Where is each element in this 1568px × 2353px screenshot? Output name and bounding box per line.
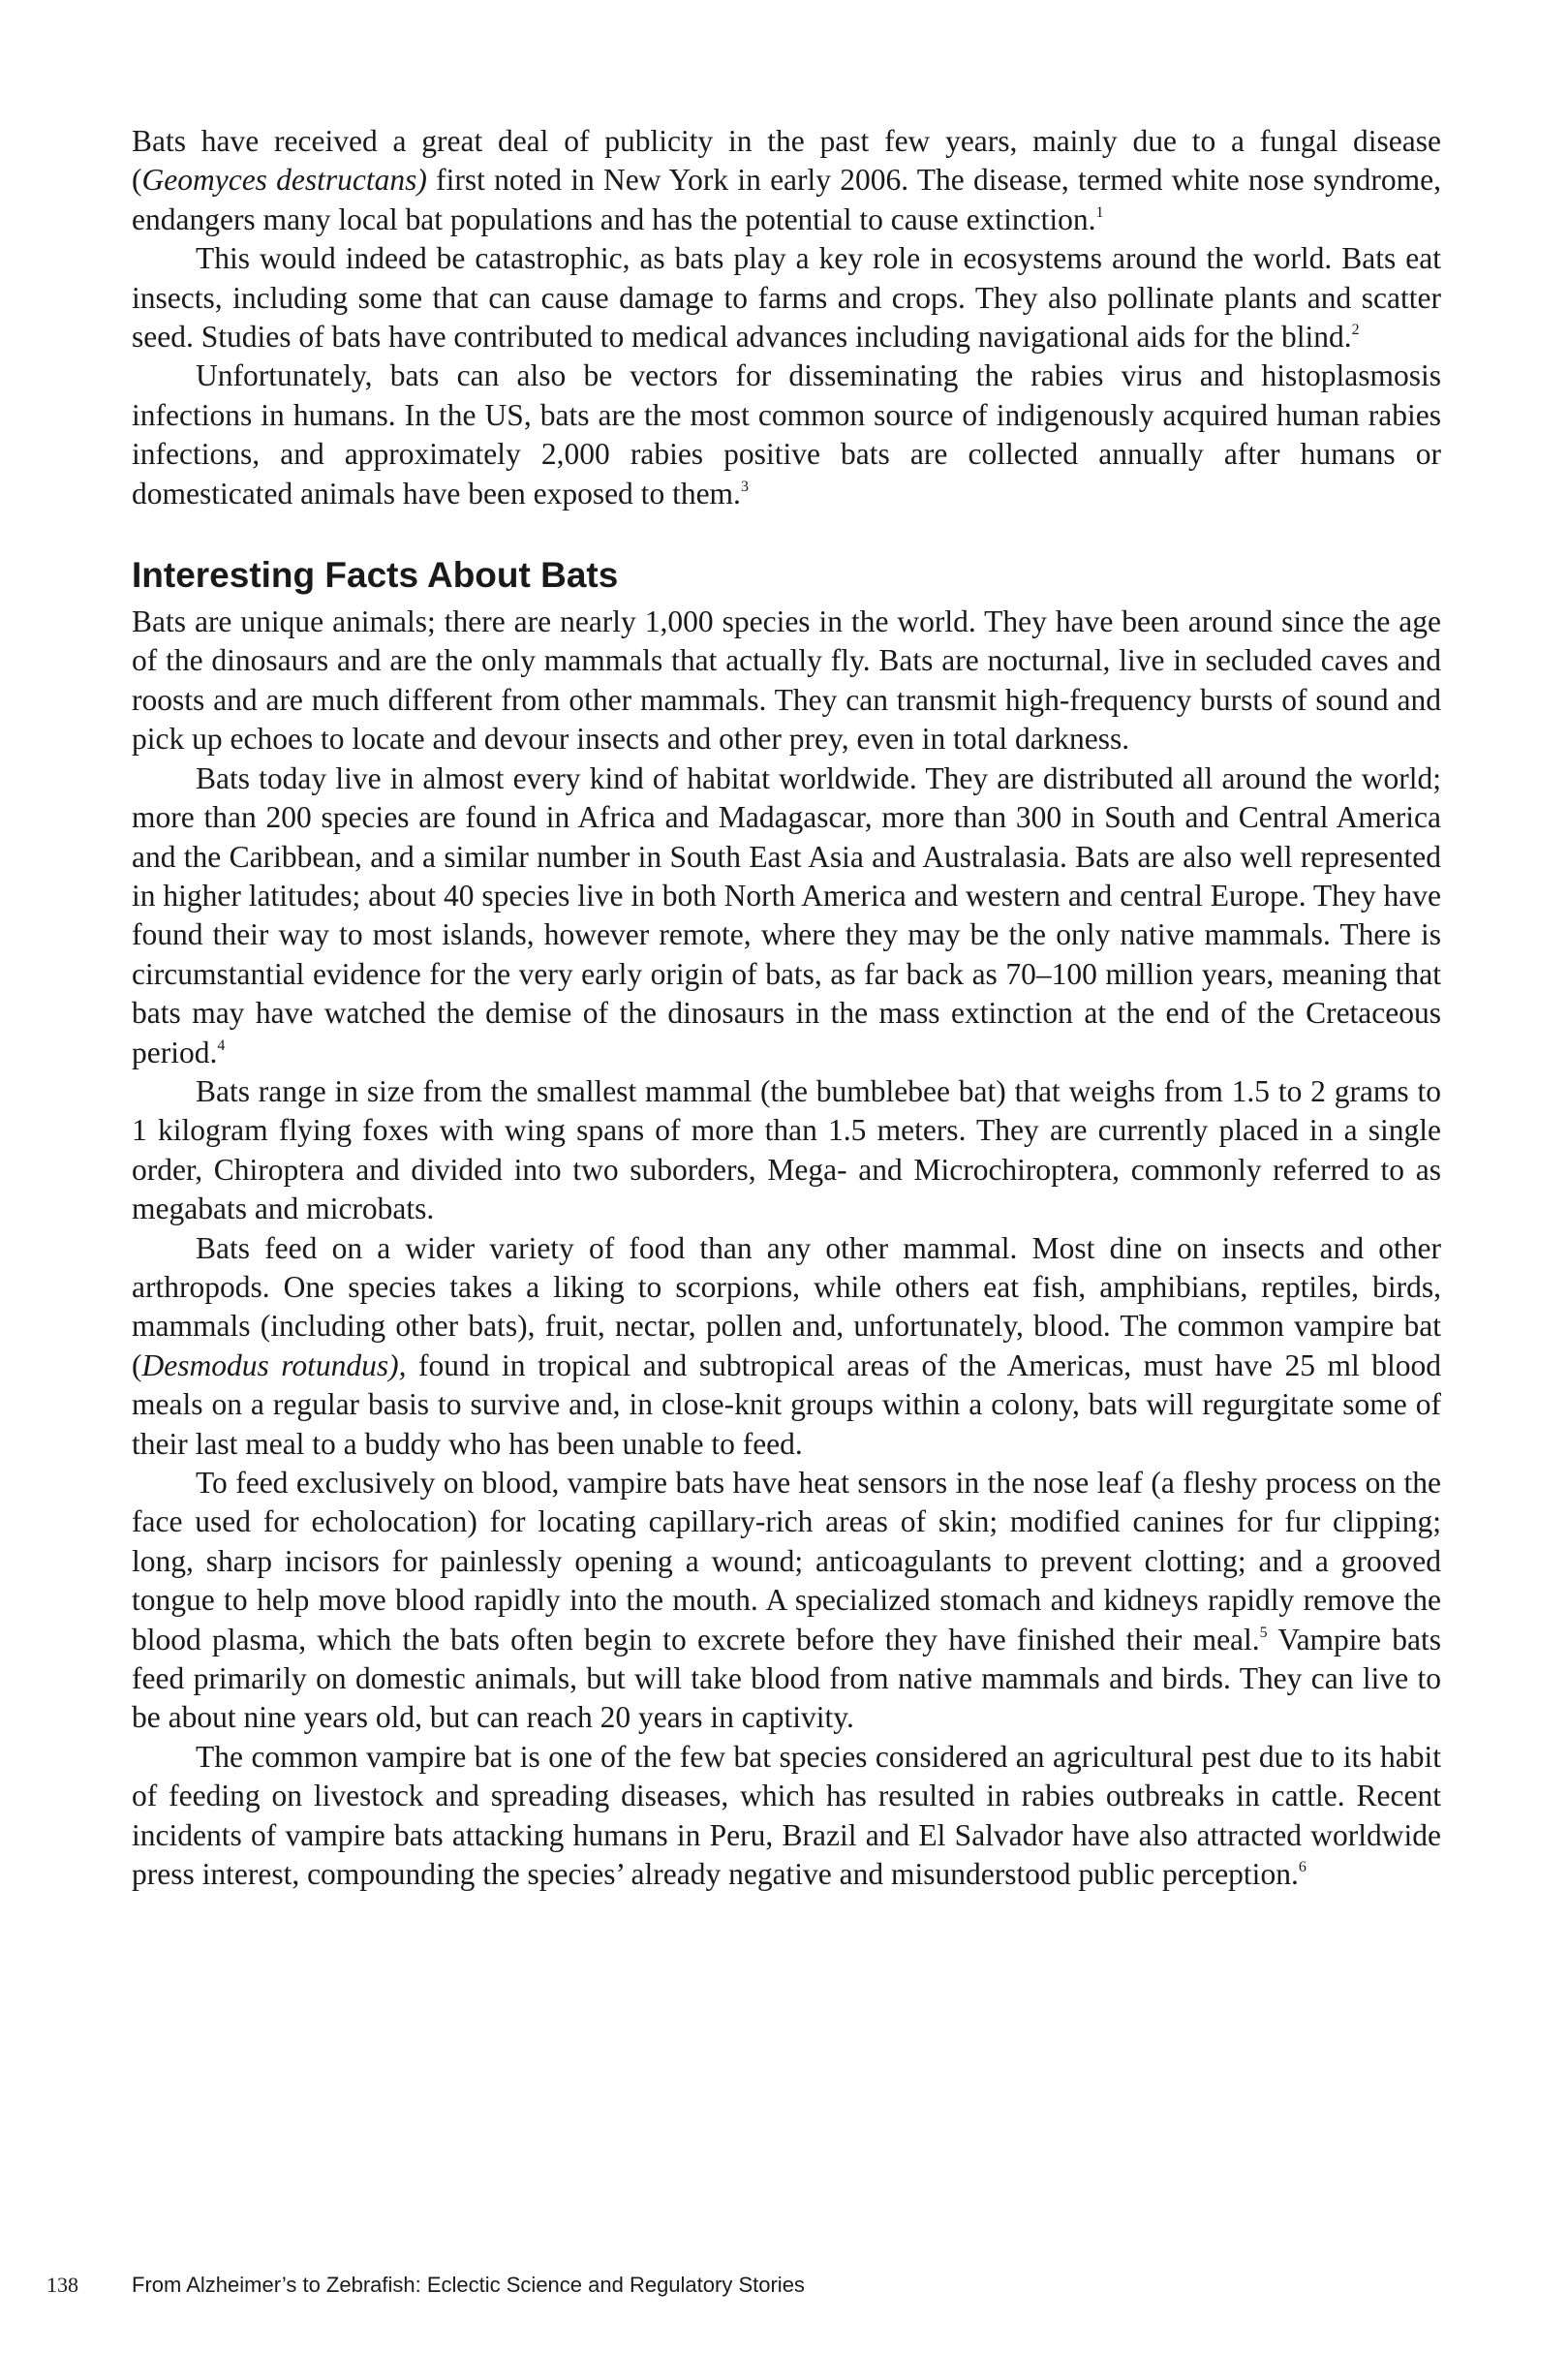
text-run: Bats today live in almost every kind of habitat worldwide. They are distributed all around the world; more than 200 species are found in Africa and Madagascar, more than 300 in South and Central America and the Caribbean, and a similar number in South East Asia and Australasia. Bats are also well represented in higher latitudes; about 40 species live in both North America and western and central Europe. They have found their way to most islands, however remote, where they may be the only native mammals. There is circumstantial evidence for the very early origin of bats, as far back as 70–100 million years, meaning that bats may have watched the demise of the dinosaurs in the mass extinction at the end of the Cretaceous period.	[132, 760, 1441, 1069]
paragraph	[132, 1072, 1441, 1229]
running-title: From Alzheimer’s to Zebrafish: Eclectic Science and Regulatory Stories	[132, 2273, 805, 2297]
footnote-marker: 5	[1259, 1624, 1268, 1641]
paragraph	[132, 603, 1441, 759]
text-run: Vampire bats feed primarily on domestic animals, but will take blood from native mammals and birds. They can live to be about nine years old, but can reach 20 years in captivity.	[132, 1622, 1441, 1735]
paragraph	[132, 759, 1441, 1072]
section-text	[132, 603, 1441, 1894]
text-run: Bats feed on a wider variety of food than any other mammal. Most dine on insects and other arthropods. One species takes a liking to scorpions, while others eat fish, amphibians, reptiles, birds, mammals (including other bats), fruit, nectar, pollen and, unfortunately, blood. The common vampire bat (	[132, 1230, 1441, 1382]
paragraph	[132, 356, 1441, 513]
text-run: The common vampire bat is one of the few bat species considered an agricultural pest due to its habit of feeding on livestock and spreading diseases, which has resulted in rabies outbreaks in cattle. Recent incidents of vampire bats attacking humans in Peru, Brazil and El Salvador have also attracted worldwide press interest, compounding the species’ already negative and misunderstood public perception.	[132, 1739, 1441, 1892]
paragraph	[132, 1464, 1441, 1738]
text-run: first noted in New York in early 2006. The disease, termed white nose syndrome, endangers many local bat populations and has the potential to cause extinction.	[132, 163, 1441, 236]
text-run: To feed exclusively on blood, vampire bats have heat sensors in the nose leaf (a fleshy process on the face used for echolocation) for locating capillary-rich areas of skin; modified canines for fur clipping; long, sharp incisors for painlessly opening a wound; anticoagulants to prevent clotting; and a grooved tongue to help move blood rapidly into the mouth. A specialized stomach and kidneys rapidly remove the blood plasma, which the bats often begin to excrete before they have finished their meal.	[132, 1466, 1441, 1656]
text-run: found in tropical and subtropical areas of the Americas, must have 25 ml blood meals on a regular basis to survive and, in close-knit groups within a colony, bats will regurgitate some of their last meal to a buddy who has been unable to feed.	[132, 1347, 1441, 1461]
footnote-marker: 2	[1351, 322, 1360, 339]
text-run: This would indeed be catastrophic, as bats play a key role in ecosystems around the world. Bats eat insects, including some that can cause damage to farms and crops. They also pollinate plants and scatter seed. Studies of bats have contributed to medical advances including navigational aids for the blind.	[132, 241, 1441, 355]
page-body	[132, 122, 1441, 1894]
text-run: Bats have received a great deal of publicity in the past few years, mainly due to a fungal disease (	[132, 124, 1441, 198]
footnote-marker: 6	[1298, 1859, 1307, 1876]
footnote-marker: 1	[1095, 203, 1104, 221]
text-run: Unfortunately, bats can also be vectors for disseminating the rabies virus and histoplasmosis infections in humans. In the US, bats are the most common source of indigenously acquired human rabies infections, and approximately 2,000 rabies positive bats are collected annually after humans or domesticated animals have been exposed to them.	[132, 358, 1441, 511]
footnote-marker: 4	[217, 1037, 226, 1054]
paragraph	[132, 122, 1441, 239]
italic-text: Geomyces destructans)	[141, 163, 427, 198]
paragraph	[132, 1738, 1441, 1895]
page-number: 138	[46, 2273, 78, 2297]
text-run: Bats are unique animals; there are nearly 1,000 species in the world. They have been around since the age of the dinosaurs and are the only mammals that actually fly. Bats are nocturnal, live in secluded caves and roosts and are much different from other mammals. They can transmit high-frequency bursts of sound and pick up echoes to locate and devour insects and other prey, even in total darkness.	[132, 604, 1441, 757]
footnote-marker: 3	[740, 478, 749, 495]
paragraph	[132, 1229, 1441, 1464]
paragraph	[132, 239, 1441, 356]
section-heading: Interesting Facts About Bats	[132, 555, 619, 596]
text-run: Bats range in size from the smallest mammal (the bumblebee bat) that weighs from 1.5 to 2 grams to 1 kilogram flying foxes with wing spans of more than 1.5 meters. They are currently placed in a single order, Chiroptera and divided into two suborders, Mega- and Microchiroptera, commonly referred to as megabats and microbats.	[132, 1073, 1441, 1226]
italic-text: Desmodus rotundus),	[141, 1347, 407, 1382]
intro-text	[132, 122, 1441, 513]
